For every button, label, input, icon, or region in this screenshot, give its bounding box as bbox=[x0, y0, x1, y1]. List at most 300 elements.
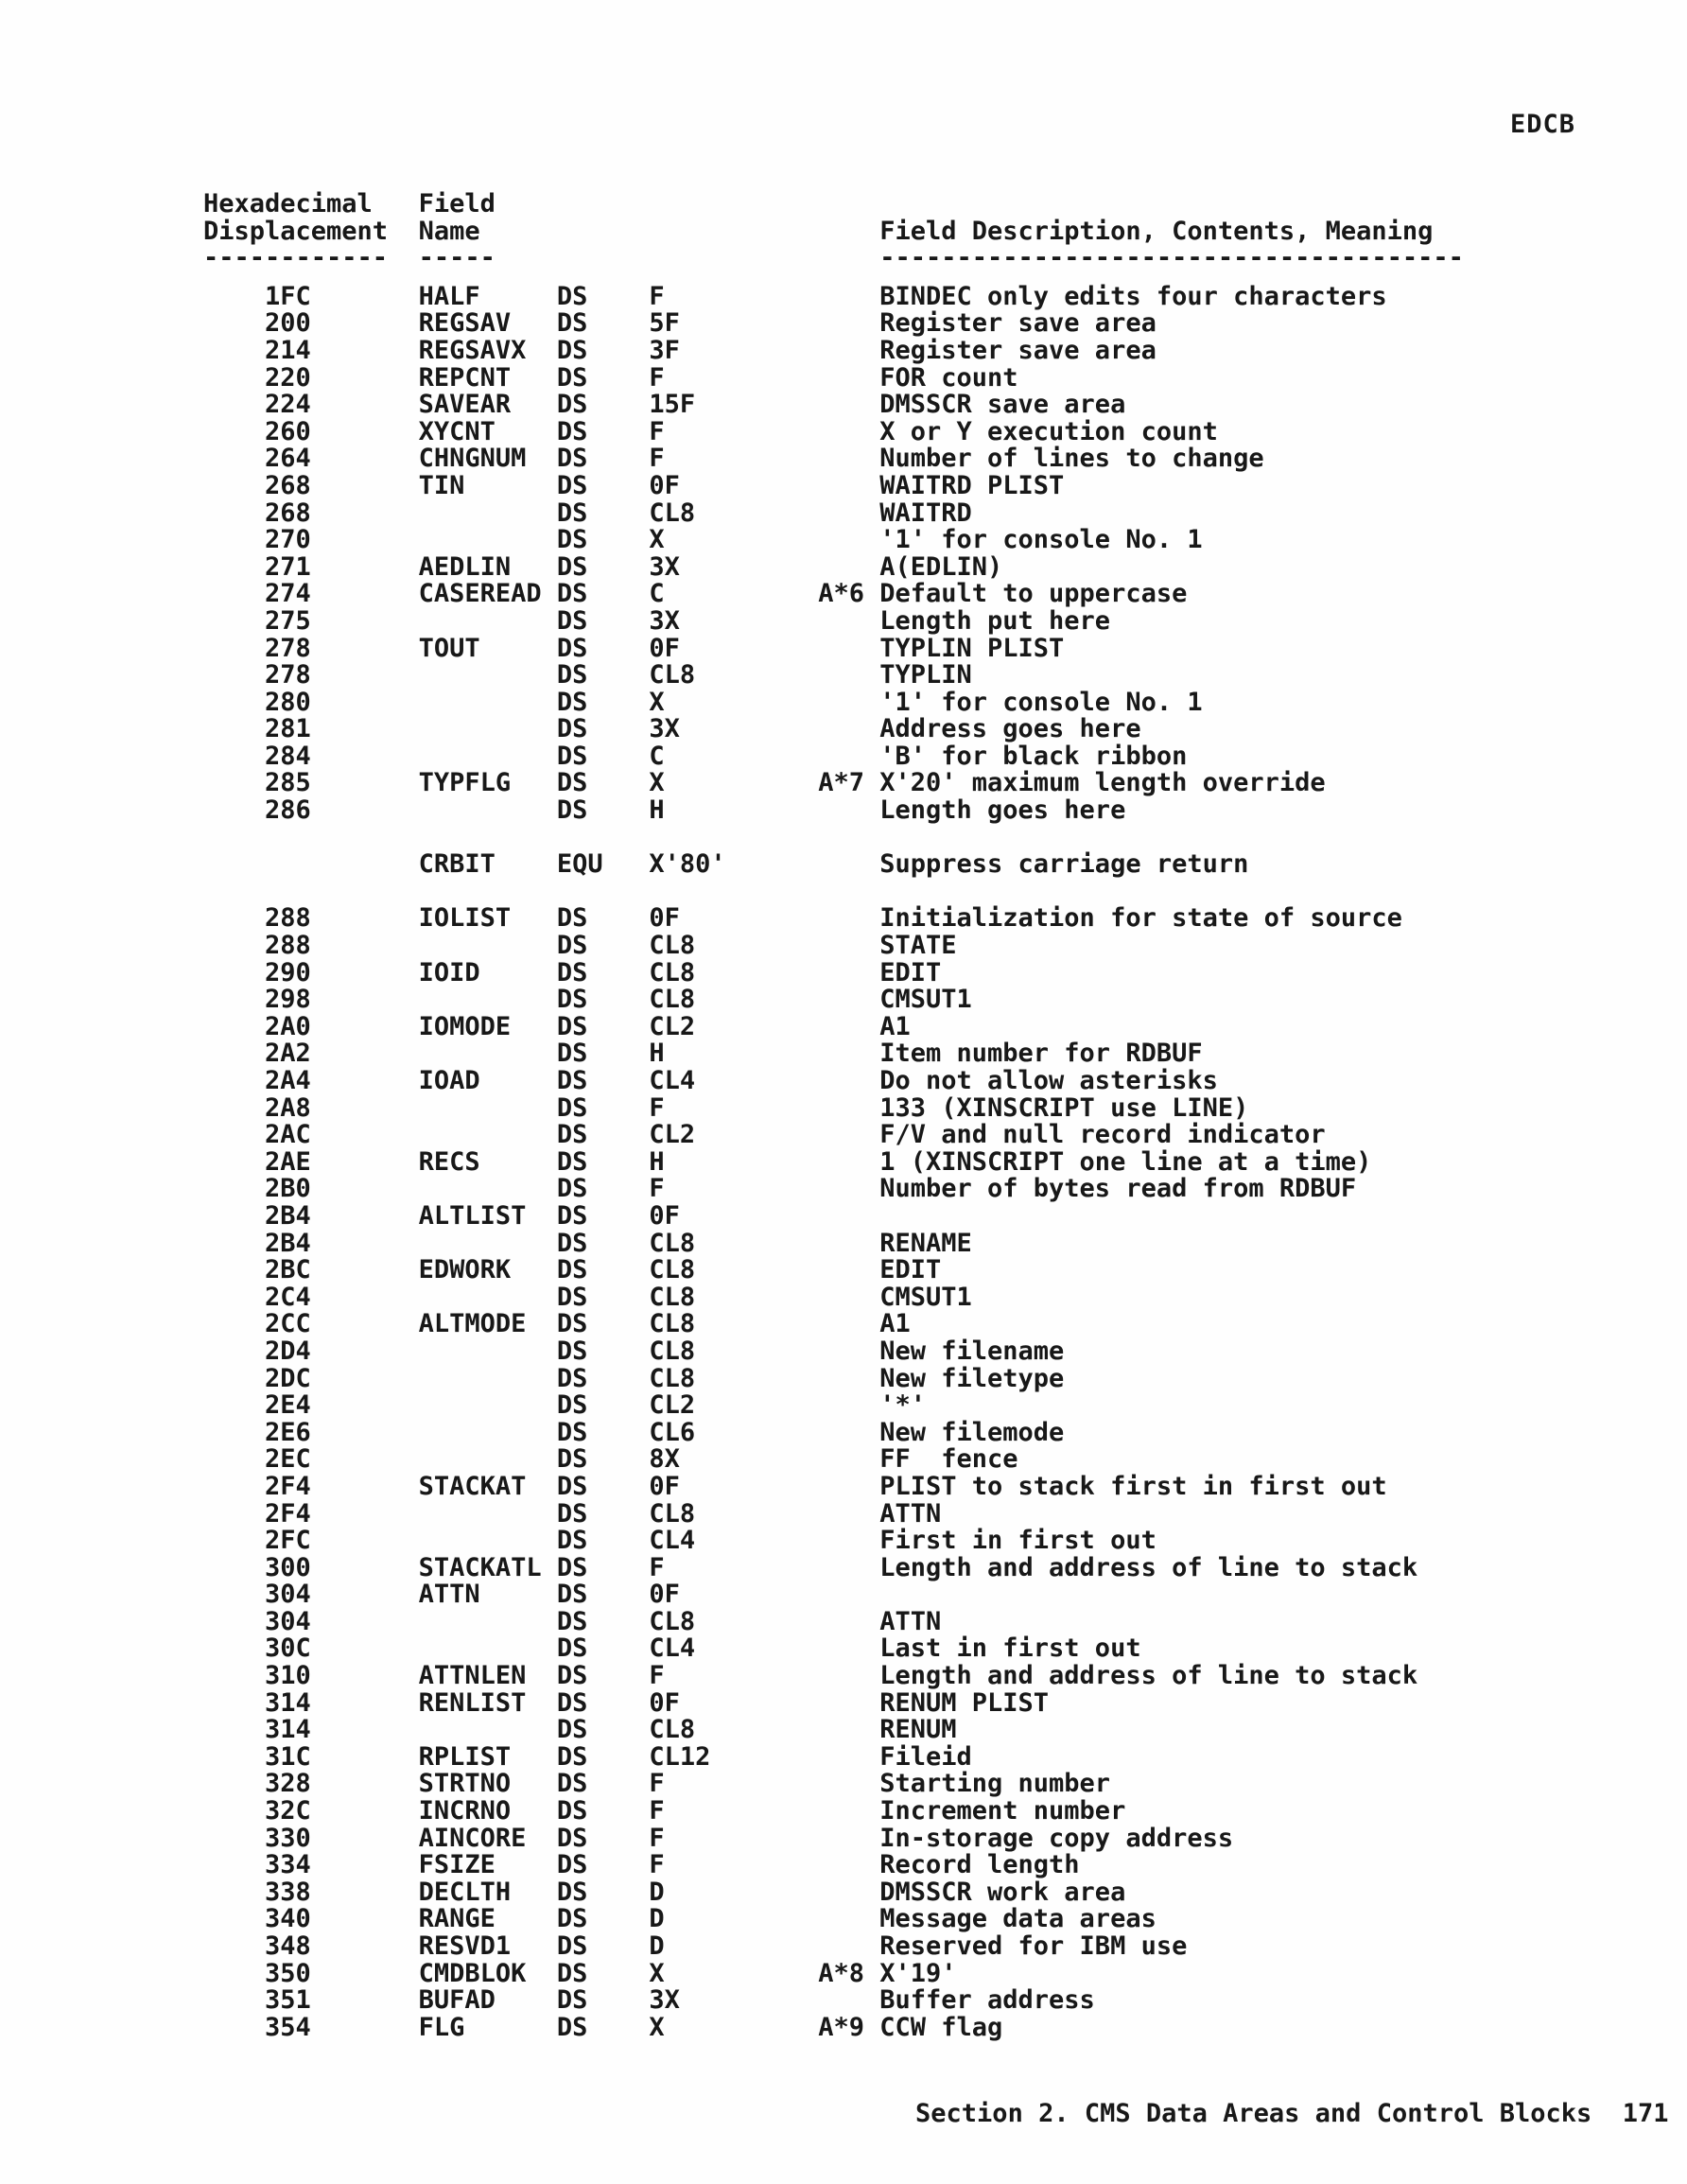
table-row bbox=[203, 1528, 1603, 1555]
displacement-cell: 2A4 bbox=[265, 1066, 311, 1095]
field-name-cell: ALTLIST bbox=[418, 1200, 527, 1231]
table-row bbox=[203, 1823, 1603, 1853]
description-cell: Register save area bbox=[879, 335, 1157, 365]
type-cell: 3X bbox=[649, 551, 680, 582]
opcode-cell: DS bbox=[556, 714, 588, 744]
opcode-cell: DS bbox=[556, 1634, 588, 1664]
type-cell: H bbox=[649, 1039, 665, 1069]
table-row bbox=[203, 1392, 1603, 1420]
table-row bbox=[203, 1446, 1603, 1474]
field-name-cell: CRBIT bbox=[418, 849, 496, 880]
type-cell: 3X bbox=[649, 605, 680, 636]
table-row bbox=[203, 1200, 1603, 1231]
displacement-cell: 304 bbox=[265, 1580, 311, 1610]
displacement-cell: 2DC bbox=[265, 1363, 311, 1393]
displacement-cell: 338 bbox=[265, 1877, 311, 1907]
table-row bbox=[203, 662, 1603, 690]
displacement-cell: 2E4 bbox=[265, 1390, 311, 1421]
type-cell: CL8 bbox=[649, 1309, 696, 1339]
field-name-cell: RANGE bbox=[418, 1904, 496, 1934]
description-cell: X or Y execution count bbox=[879, 416, 1218, 446]
opcode-cell: DS bbox=[556, 1904, 588, 1934]
table-row bbox=[203, 446, 1603, 473]
field-name-cell: AEDLIN bbox=[418, 551, 512, 582]
table-row bbox=[203, 770, 1603, 797]
type-cell: F bbox=[649, 444, 665, 474]
table-row bbox=[203, 1363, 1603, 1393]
opcode-cell: DS bbox=[556, 903, 588, 934]
displacement-cell: 285 bbox=[265, 768, 311, 798]
table-header-line-2 bbox=[203, 218, 1603, 246]
displacement-cell: 2A2 bbox=[265, 1039, 311, 1069]
description-cell: BINDEC only edits four characters bbox=[879, 281, 1387, 311]
displacement-cell: 200 bbox=[265, 308, 311, 339]
displacement-cell: 268 bbox=[265, 470, 311, 500]
displacement-cell: 274 bbox=[265, 579, 311, 609]
table-row bbox=[203, 905, 1603, 933]
opcode-cell: DS bbox=[556, 1850, 588, 1880]
description-cell: Last in first out bbox=[879, 1634, 1141, 1664]
description-cell: RENUM PLIST bbox=[879, 1687, 1050, 1718]
opcode-cell: DS bbox=[556, 335, 588, 365]
type-cell: F bbox=[649, 416, 665, 446]
displacement-cell: 264 bbox=[265, 444, 311, 474]
opcode-cell: DS bbox=[556, 1336, 588, 1366]
opcode-cell: DS bbox=[556, 444, 588, 474]
type-cell: F bbox=[649, 1850, 665, 1880]
opcode-cell: DS bbox=[556, 1931, 588, 1961]
opcode-cell: DS bbox=[556, 1066, 588, 1095]
description-cell: CMSUT1 bbox=[879, 1282, 972, 1312]
field-name-cell: FSIZE bbox=[418, 1850, 496, 1880]
table-row bbox=[203, 1879, 1603, 1907]
displacement-cell: 271 bbox=[265, 551, 311, 582]
type-cell: F bbox=[649, 281, 665, 311]
table-row bbox=[203, 1717, 1603, 1744]
opcode-cell: DS bbox=[556, 1580, 588, 1610]
table-row bbox=[203, 687, 1603, 717]
description-cell: PLIST to stack first in first out bbox=[879, 1471, 1387, 1501]
opcode-cell: DS bbox=[556, 1444, 588, 1475]
description-cell: F/V and null record indicator bbox=[879, 1120, 1326, 1150]
type-cell: X bbox=[649, 525, 665, 555]
header-field: Field bbox=[418, 189, 496, 218]
displacement-cell: 2F4 bbox=[265, 1471, 311, 1501]
displacement-cell: 275 bbox=[265, 605, 311, 636]
table-row bbox=[203, 957, 1603, 987]
opcode-cell: DS bbox=[556, 308, 588, 339]
description-cell: Length and address of line to stack bbox=[879, 1552, 1418, 1582]
displacement-cell: 2BC bbox=[265, 1255, 311, 1285]
description-cell: ATTN bbox=[879, 1498, 942, 1529]
type-cell: F bbox=[649, 1769, 665, 1799]
field-name-cell: RESVD1 bbox=[418, 1931, 512, 1961]
table-row bbox=[203, 605, 1603, 636]
displacement-cell: 290 bbox=[265, 957, 311, 987]
opcode-cell: DS bbox=[556, 1174, 588, 1204]
description-cell: Number of lines to change bbox=[879, 444, 1264, 474]
table-row bbox=[203, 281, 1603, 311]
displacement-cell: 2B0 bbox=[265, 1174, 311, 1204]
displacement-cell: 2C4 bbox=[265, 1282, 311, 1312]
opcode-cell: EQU bbox=[556, 849, 603, 880]
displacement-cell: 340 bbox=[265, 1904, 311, 1934]
table-row bbox=[203, 1011, 1603, 1041]
type-cell: H bbox=[649, 1146, 665, 1177]
type-cell: 0F bbox=[649, 470, 680, 500]
field-name-cell: XYCNT bbox=[418, 416, 496, 446]
type-cell: 15F bbox=[649, 390, 696, 420]
opcode-cell: DS bbox=[556, 1039, 588, 1069]
opcode-cell: DS bbox=[556, 1985, 588, 2016]
control-block-label: EDCB bbox=[1510, 110, 1576, 139]
data-area-table bbox=[203, 191, 1603, 2041]
field-name-cell: TIN bbox=[418, 470, 465, 500]
opcode-cell: DS bbox=[556, 985, 588, 1015]
type-cell: CL8 bbox=[649, 1255, 696, 1285]
opcode-cell: DS bbox=[556, 1363, 588, 1393]
type-cell: X bbox=[649, 1958, 665, 1988]
table-row bbox=[203, 1987, 1603, 2015]
opcode-cell: DS bbox=[556, 498, 588, 528]
field-name-cell: CHNGNUM bbox=[418, 444, 527, 474]
displacement-cell: 284 bbox=[265, 741, 311, 771]
type-cell: C bbox=[649, 741, 665, 771]
field-name-cell: HALF bbox=[418, 281, 480, 311]
displacement-cell: 2AC bbox=[265, 1120, 311, 1150]
table-row bbox=[203, 1068, 1603, 1095]
displacement-cell: 350 bbox=[265, 1958, 311, 1988]
table-row bbox=[203, 527, 1603, 554]
type-cell: 0F bbox=[649, 903, 680, 934]
type-cell: CL12 bbox=[649, 1741, 711, 1772]
field-name-cell: TYPFLG bbox=[418, 768, 512, 798]
description-cell: Number of bytes read from RDBUF bbox=[879, 1174, 1357, 1204]
description-cell: 1 (XINSCRIPT one line at a time) bbox=[879, 1146, 1372, 1177]
displacement-cell: 278 bbox=[265, 660, 311, 690]
type-cell: C bbox=[649, 579, 665, 609]
table-row bbox=[203, 310, 1603, 338]
type-cell: CL4 bbox=[649, 1634, 696, 1664]
type-cell: CL8 bbox=[649, 660, 696, 690]
description-cell: A(EDLIN) bbox=[879, 551, 1003, 582]
description-cell: CCW flag bbox=[879, 2012, 1003, 2042]
opcode-cell: DS bbox=[556, 1146, 588, 1177]
table-row bbox=[203, 797, 1603, 825]
displacement-cell: 314 bbox=[265, 1687, 311, 1718]
table-row bbox=[203, 1581, 1603, 1609]
description-cell: TYPLIN PLIST bbox=[879, 633, 1065, 663]
field-name-cell: REGSAV bbox=[418, 308, 512, 339]
displacement-cell: 330 bbox=[265, 1823, 311, 1853]
table-row bbox=[203, 1417, 1603, 1447]
table-row bbox=[203, 1798, 1603, 1826]
type-cell: F bbox=[649, 1661, 665, 1691]
description-cell: '1' for console No. 1 bbox=[879, 525, 1203, 555]
displacement-cell: 2E6 bbox=[265, 1417, 311, 1447]
type-cell: H bbox=[649, 795, 665, 826]
description-cell: Starting number bbox=[879, 1769, 1111, 1799]
table-row bbox=[203, 743, 1603, 771]
header-description: Field Description, Contents, Meaning bbox=[879, 216, 1434, 246]
displacement-cell: 268 bbox=[265, 498, 311, 528]
opcode-cell: DS bbox=[556, 281, 588, 311]
displacement-cell: 328 bbox=[265, 1769, 311, 1799]
displacement-cell: 288 bbox=[265, 903, 311, 934]
type-cell: CL8 bbox=[649, 1336, 696, 1366]
description-cell: New filemode bbox=[879, 1417, 1065, 1447]
displacement-cell: 351 bbox=[265, 1985, 311, 2016]
displacement-cell: 2F4 bbox=[265, 1498, 311, 1529]
opcode-cell: DS bbox=[556, 931, 588, 961]
opcode-cell: DS bbox=[556, 1309, 588, 1339]
footer-section-title: Section 2. CMS Data Areas and Control Blocks bbox=[915, 2098, 1592, 2128]
displacement-cell: 310 bbox=[265, 1661, 311, 1691]
table-row bbox=[203, 1311, 1603, 1338]
opcode-cell: DS bbox=[556, 1228, 588, 1258]
type-cell: CL4 bbox=[649, 1066, 696, 1095]
field-name-cell: ATTN bbox=[418, 1580, 480, 1610]
field-name-cell: CASEREAD bbox=[418, 579, 542, 609]
table-row bbox=[203, 1257, 1603, 1284]
opcode-cell: DS bbox=[556, 470, 588, 500]
note-cell: A*6 bbox=[818, 579, 864, 609]
displacement-cell: 278 bbox=[265, 633, 311, 663]
opcode-cell: DS bbox=[556, 579, 588, 609]
opcode-cell: DS bbox=[556, 1390, 588, 1421]
description-cell: '1' for console No. 1 bbox=[879, 687, 1203, 717]
displacement-cell: 298 bbox=[265, 985, 311, 1015]
table-row bbox=[203, 1122, 1603, 1149]
opcode-cell: DS bbox=[556, 1715, 588, 1745]
type-cell: F bbox=[649, 362, 665, 393]
field-name-cell: IOAD bbox=[418, 1066, 480, 1095]
header-hexadecimal: Hexadecimal bbox=[203, 189, 373, 218]
description-cell: Suppress carriage return bbox=[879, 849, 1249, 880]
table-row bbox=[203, 1284, 1603, 1312]
page-number: 171 bbox=[1622, 2098, 1669, 2128]
type-cell: CL8 bbox=[649, 931, 696, 961]
table-row bbox=[203, 581, 1603, 608]
blank-line bbox=[203, 879, 1603, 906]
type-cell: CL8 bbox=[649, 1606, 696, 1636]
type-cell: 0F bbox=[649, 633, 680, 663]
displacement-cell: 224 bbox=[265, 390, 311, 420]
type-cell: F bbox=[649, 1552, 665, 1582]
table-row bbox=[203, 1176, 1603, 1203]
opcode-cell: DS bbox=[556, 795, 588, 826]
description-cell: EDIT bbox=[879, 1255, 942, 1285]
description-cell: X'19' bbox=[879, 1958, 957, 1988]
field-name-cell: BUFAD bbox=[418, 1985, 496, 2016]
description-cell: Increment number bbox=[879, 1796, 1126, 1826]
opcode-cell: DS bbox=[556, 1796, 588, 1826]
field-name-cell: STRTNO bbox=[418, 1769, 512, 1799]
field-name-cell: REGSAVX bbox=[418, 335, 527, 365]
type-cell: CL8 bbox=[649, 957, 696, 987]
displacement-cell: 2FC bbox=[265, 1526, 311, 1556]
table-row bbox=[203, 1498, 1603, 1529]
opcode-cell: DS bbox=[556, 1092, 588, 1123]
displacement-cell: 286 bbox=[265, 795, 311, 826]
displacement-cell: 31C bbox=[265, 1741, 311, 1772]
opcode-cell: DS bbox=[556, 390, 588, 420]
type-cell: CL8 bbox=[649, 1282, 696, 1312]
description-cell: Length goes here bbox=[879, 795, 1126, 826]
displacement-cell: 2A8 bbox=[265, 1092, 311, 1123]
table-row bbox=[203, 1852, 1603, 1879]
type-cell: 0F bbox=[649, 1200, 680, 1231]
field-name-cell: INCRNO bbox=[418, 1796, 512, 1826]
table-row bbox=[203, 362, 1603, 393]
opcode-cell: DS bbox=[556, 362, 588, 393]
table-row bbox=[203, 1092, 1603, 1123]
field-name-cell: RECS bbox=[418, 1146, 480, 1177]
description-cell: WAITRD PLIST bbox=[879, 470, 1065, 500]
type-cell: 3X bbox=[649, 714, 680, 744]
table-row bbox=[203, 933, 1603, 960]
type-cell: CL8 bbox=[649, 1715, 696, 1745]
table-row bbox=[203, 1471, 1603, 1501]
opcode-cell: DS bbox=[556, 1282, 588, 1312]
rows-section-equate bbox=[203, 851, 1603, 879]
description-cell: WAITRD bbox=[879, 498, 972, 528]
description-cell: New filename bbox=[879, 1336, 1065, 1366]
description-cell: X'20' maximum length override bbox=[879, 768, 1326, 798]
displacement-cell: 288 bbox=[265, 931, 311, 961]
table-row bbox=[203, 1146, 1603, 1177]
header-name: Name bbox=[418, 216, 480, 246]
type-cell: CL8 bbox=[649, 498, 696, 528]
table-row bbox=[203, 1958, 1603, 1988]
table-row bbox=[203, 551, 1603, 582]
opcode-cell: DS bbox=[556, 605, 588, 636]
underline-description: -------------------------------------- bbox=[879, 243, 1464, 273]
opcode-cell: DS bbox=[556, 687, 588, 717]
description-cell: CMSUT1 bbox=[879, 985, 972, 1015]
opcode-cell: DS bbox=[556, 416, 588, 446]
type-cell: X bbox=[649, 687, 665, 717]
opcode-cell: DS bbox=[556, 660, 588, 690]
table-row bbox=[203, 1741, 1603, 1772]
description-cell: Length put here bbox=[879, 605, 1111, 636]
description-cell: In-storage copy address bbox=[879, 1823, 1234, 1853]
description-cell: FF fence bbox=[879, 1444, 1018, 1475]
description-cell: ATTN bbox=[879, 1606, 942, 1636]
description-cell: RENAME bbox=[879, 1228, 972, 1258]
table-row bbox=[203, 1663, 1603, 1690]
type-cell: 8X bbox=[649, 1444, 680, 1475]
opcode-cell: DS bbox=[556, 1769, 588, 1799]
type-cell: X bbox=[649, 2012, 665, 2042]
description-cell: New filetype bbox=[879, 1363, 1065, 1393]
field-name-cell: IOLIST bbox=[418, 903, 512, 934]
opcode-cell: DS bbox=[556, 525, 588, 555]
table-row bbox=[203, 1687, 1603, 1718]
field-name-cell: RENLIST bbox=[418, 1687, 527, 1718]
table-row bbox=[203, 1771, 1603, 1798]
opcode-cell: DS bbox=[556, 551, 588, 582]
displacement-cell: 2EC bbox=[265, 1444, 311, 1475]
note-cell: A*8 bbox=[818, 1958, 864, 1988]
description-cell: Initialization for state of source bbox=[879, 903, 1402, 934]
underline-name: ----- bbox=[418, 243, 496, 273]
displacement-cell: 348 bbox=[265, 1931, 311, 1961]
field-name-cell: TOUT bbox=[418, 633, 480, 663]
opcode-cell: DS bbox=[556, 1687, 588, 1718]
field-name-cell: STACKAT bbox=[418, 1471, 527, 1501]
description-cell: Message data areas bbox=[879, 1904, 1157, 1934]
displacement-cell: 2AE bbox=[265, 1146, 311, 1177]
opcode-cell: DS bbox=[556, 1823, 588, 1853]
note-cell: A*9 bbox=[818, 2012, 864, 2042]
field-name-cell: REPCNT bbox=[418, 362, 512, 393]
description-cell: TYPLIN bbox=[879, 660, 972, 690]
table-row bbox=[203, 416, 1603, 446]
opcode-cell: DS bbox=[556, 1661, 588, 1691]
field-name-cell: STACKATL bbox=[418, 1552, 542, 1582]
underline-displacement: ------------ bbox=[203, 243, 389, 273]
description-cell: Length and address of line to stack bbox=[879, 1661, 1418, 1691]
opcode-cell: DS bbox=[556, 633, 588, 663]
displacement-cell: 270 bbox=[265, 525, 311, 555]
field-name-cell: CMDBLOK bbox=[418, 1958, 527, 1988]
description-cell: Default to uppercase bbox=[879, 579, 1188, 609]
table-row bbox=[203, 1933, 1603, 1961]
type-cell: F bbox=[649, 1796, 665, 1826]
field-name-cell: RPLIST bbox=[418, 1741, 512, 1772]
table-header-line-1 bbox=[203, 191, 1603, 218]
opcode-cell: DS bbox=[556, 957, 588, 987]
displacement-cell: 32C bbox=[265, 1796, 311, 1826]
table-row bbox=[203, 1338, 1603, 1366]
type-cell: CL2 bbox=[649, 1390, 696, 1421]
table-row bbox=[203, 392, 1603, 419]
table-row bbox=[203, 987, 1603, 1014]
opcode-cell: DS bbox=[556, 1958, 588, 1988]
opcode-cell: DS bbox=[556, 768, 588, 798]
type-cell: F bbox=[649, 1092, 665, 1123]
table-row bbox=[203, 1635, 1603, 1663]
table-row bbox=[203, 1906, 1603, 1933]
displacement-cell: 30C bbox=[265, 1634, 311, 1664]
displacement-cell: 300 bbox=[265, 1552, 311, 1582]
displacement-cell: 214 bbox=[265, 335, 311, 365]
note-cell: A*7 bbox=[818, 768, 864, 798]
description-cell: Reserved for IBM use bbox=[879, 1931, 1188, 1961]
type-cell: 3X bbox=[649, 1985, 680, 2016]
type-cell: D bbox=[649, 1877, 665, 1907]
description-cell: EDIT bbox=[879, 957, 942, 987]
opcode-cell: DS bbox=[556, 2012, 588, 2042]
table-row bbox=[203, 1606, 1603, 1636]
type-cell: CL8 bbox=[649, 1363, 696, 1393]
description-cell: 'B' for black ribbon bbox=[879, 741, 1188, 771]
displacement-cell: 334 bbox=[265, 1850, 311, 1880]
displacement-cell: 260 bbox=[265, 416, 311, 446]
type-cell: CL2 bbox=[649, 1011, 696, 1041]
description-cell: Address goes here bbox=[879, 714, 1141, 744]
description-cell: A1 bbox=[879, 1309, 911, 1339]
table-row bbox=[203, 470, 1603, 500]
opcode-cell: DS bbox=[556, 1200, 588, 1231]
opcode-cell: DS bbox=[556, 741, 588, 771]
table-row bbox=[203, 1552, 1603, 1582]
displacement-cell: 304 bbox=[265, 1606, 311, 1636]
description-cell: Fileid bbox=[879, 1741, 972, 1772]
description-cell: A1 bbox=[879, 1011, 911, 1041]
field-name-cell: SAVEAR bbox=[418, 390, 512, 420]
